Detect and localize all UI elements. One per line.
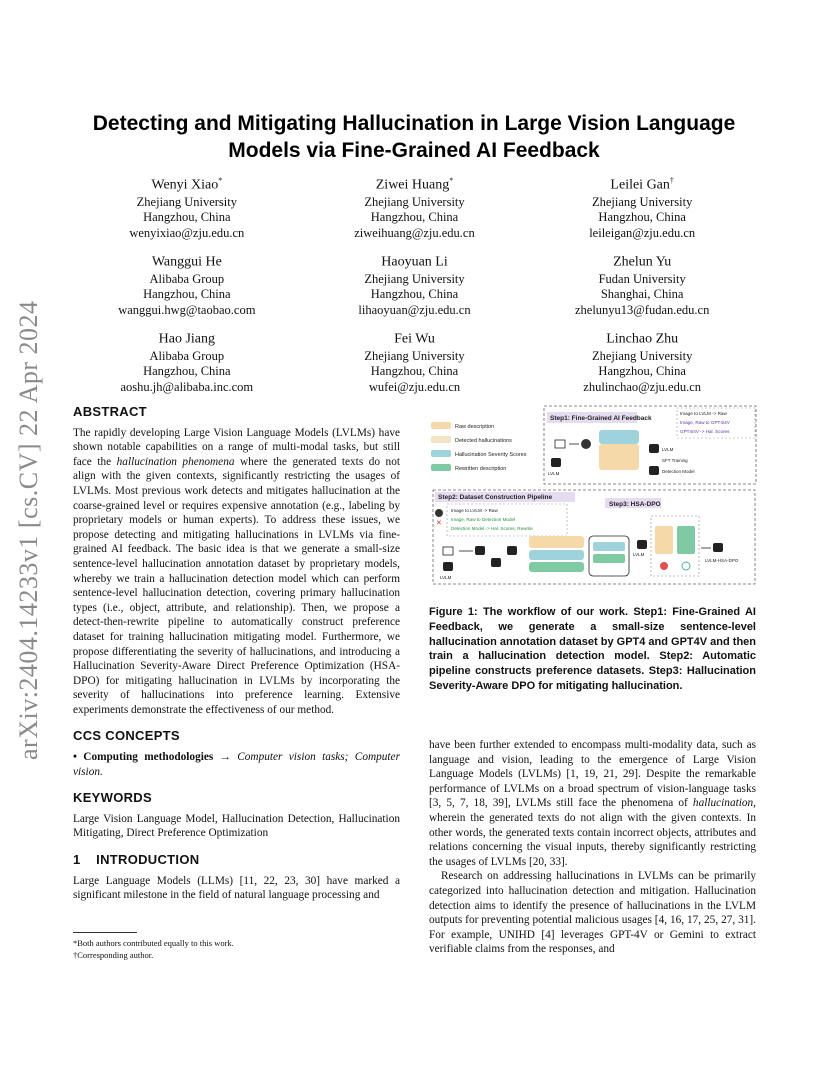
robot-icon-5 <box>637 540 647 549</box>
legend-swatch-detected <box>431 436 451 443</box>
hsa-label: LVLM-HSA-DPO <box>705 558 739 563</box>
author-email[interactable]: wenyixiao@zju.edu.cn <box>129 225 245 240</box>
author-email[interactable]: lihaoyuan@zju.edu.cn <box>358 302 471 317</box>
image-icon-2 <box>443 547 453 555</box>
intro-section <box>73 853 400 903</box>
author-name: Wanggui He <box>151 254 222 270</box>
step2-note-2: Image, Raw to Detection Model <box>451 517 516 522</box>
author-card <box>73 326 301 395</box>
workflow-figure <box>429 400 759 590</box>
step2-label: Step2: Dataset Construction Pipeline <box>438 494 553 501</box>
paper-title: Detecting and Mitigating Hallucination in Large Vision Language Models via Fine-Grained AI Feedback <box>92 112 736 162</box>
robot-icon-2 <box>649 444 659 453</box>
lvlm-label-4: LVLM <box>633 552 645 557</box>
left-column <box>73 405 400 915</box>
author-affiliation: Zhejiang University <box>592 194 693 209</box>
footnote-equal: *Both authors contributed equally to this work. <box>73 938 234 948</box>
legend-swatch-raw <box>431 422 451 429</box>
abstract-text: The rapidly developing Large Vision Language Models (LVLMs) have shown notable capabilities on a range of multi-modal tasks, but still face the hallucination phenomena where the generated texts do not align with the given contexts, significantly restricting the usages of LVLMs. Most previous work detects and mitigates hallucination at the coarse-grained level or requires expensive annotation (e.g., labeling by proprietary models or human experts). To address these issues, we propose detecting and mitigating hallucinations in LVLMs via fine-grained AI feedback. The basic idea is that we generate a small-size sentence-level hallucination annotation dataset by proprietary models, whereby we train a hallucination detection model which can perform sentence-level hallucination detection, covering primary hallucination types (i.e., object, attribute, and relationship). Then, we propose a detect-then-rewrite pipeline to automatically construct preference dataset for training hallucination mitigating model. Furthermore, we propose differentiating the severity of hallucinations, and introducing a Hallucination Severity-Aware Direct Preference Optimization (HSA-DPO) for mitigating hallucination in LVLMs by incorporating the severity of hallucinations into preference learning. Extensive experiments demonstrate the effectiveness of our method. <box>73 426 400 716</box>
step1-note-3: GPT4/4V -> Hal. Scores <box>680 429 730 434</box>
lvlm-label-1: LVLM <box>548 471 560 476</box>
author-email[interactable]: zhelunyu13@fudan.edu.cn <box>574 302 710 317</box>
lvlm-label-2: LVLM <box>662 447 674 452</box>
author-city: Hangzhou, China <box>370 210 459 225</box>
author-affiliation: Zhejiang University <box>364 194 465 209</box>
author-affiliation: Alibaba Group <box>149 271 225 286</box>
figure-caption: Figure 1: The workflow of our work. Step1: Fine-Grained AI Feedback, we generate a small-size sentence-level hallucination annotation dataset by GPT4 and GPT4V and then train a hallucination detection model. Step2: Automatic pipeline constructs preference datasets. Step3: Hallucination Severity-Aware DPO for mitigating hallucination. <box>429 606 756 692</box>
author-name: Linchao Zhu <box>606 331 679 347</box>
robot-icon-6 <box>713 543 723 552</box>
right-column <box>429 738 756 957</box>
step1-label: Step1: Fine-Grained AI Feedback <box>550 415 652 422</box>
author-card <box>528 249 756 318</box>
author-affiliation: Zhejiang University <box>364 271 465 286</box>
intro-paragraph-1: Large Language Models (LLMs) [11, 22, 23, 30] have marked a significant milestone in the field of natural language processing and <box>73 874 400 902</box>
author-name: Leilei Gan† <box>610 176 674 193</box>
author-card <box>73 249 301 318</box>
image-icon <box>555 440 565 448</box>
ccs-text: • Computing methodologies → Computer vision tasks; Computer vision. <box>73 751 400 778</box>
gpt-icon-2 <box>435 509 443 517</box>
author-card <box>528 326 756 395</box>
ccs-section <box>73 729 400 779</box>
author-affiliation: Zhejiang University <box>592 348 693 363</box>
legend-detected: Detected hallucinations <box>455 438 512 444</box>
footnotes <box>73 932 400 961</box>
legend-rewritten: Rewritten description <box>455 466 507 472</box>
author-affiliation: Fudan University <box>598 271 686 286</box>
abstract-section <box>73 405 400 717</box>
arxiv-stamp: arXiv:2404.14233v1 [cs.CV] 22 Apr 2024 <box>14 300 43 760</box>
author-affiliation: Zhejiang University <box>136 194 237 209</box>
author-email[interactable]: zhulinchao@zju.edu.cn <box>583 379 702 394</box>
footnote-corresponding: †Corresponding author. <box>73 950 154 960</box>
author-email[interactable]: wanggui.hwg@taobao.com <box>118 302 256 317</box>
author-card <box>73 172 301 241</box>
author-name: Zhelun Yu <box>613 254 672 270</box>
author-email[interactable]: aoshu.jh@alibaba.inc.com <box>120 379 254 394</box>
step2-note-3: Detection Model -> Hal. Scores, Rewrite <box>451 526 533 531</box>
author-card <box>528 172 756 241</box>
author-name: Ziwei Huang* <box>375 176 454 193</box>
step3-label: Step3: HSA-DPO <box>609 501 661 508</box>
robot-icon-3 <box>649 466 659 475</box>
robot-icon-4 <box>443 562 453 571</box>
step1-note-1: Image to LVLM -> Raw <box>680 411 727 416</box>
reject-icon <box>660 562 668 570</box>
intro-paragraph-2: have been further extended to encompass multi-modality data, such as language and vision, leading to the emergence of Large Vision Language Models (LVLMs) [1, 19, 21, 29]. Despite the remarkable performance of LVLMs on a broad spectrum of vision-language tasks [3, 5, 7, 18, 39], LVLMs still face the phenomena of hallucination, wherein the generated texts do not align with the given contexts. In other words, the generated texts contain incorrect objects, attributes and relations concerning the visual inputs, thereby significantly restricting the usages of LVLMs [20, 33]. <box>429 739 756 868</box>
author-city: Hangzhou, China <box>143 210 231 225</box>
lvlm-label-3: LVLM <box>440 575 452 580</box>
author-city: Shanghai, China <box>600 287 684 302</box>
legend-scores: Hallucination Severity Scores <box>455 452 527 458</box>
author-name: Fei Wu <box>394 331 435 347</box>
intro-paragraph-3: Research on addressing hallucinations in LVLMs can be primarily categorized into hallucination detection and mitigation. Hallucination detection aims to identify the presence of hallucinations in the LVLM outputs for preventing potential malicious usages [4, 16, 17, 25, 27, 31]. For example, UNIHD [4] leverages GPT-4V or Gemini to extract verifiable claims from the responses, and <box>429 870 756 956</box>
legend-raw: Raw description <box>455 424 495 430</box>
keywords-section <box>73 791 400 841</box>
author-city: Hangzhou, China <box>370 364 459 379</box>
author-card <box>301 249 529 318</box>
ccs-heading: CCS CONCEPTS <box>73 728 180 744</box>
author-email[interactable]: leileigan@zju.edu.cn <box>589 225 696 240</box>
author-card <box>301 172 529 241</box>
abstract-heading: ABSTRACT <box>73 404 147 419</box>
author-name: Hao Jiang <box>158 331 216 347</box>
gpt-icon <box>581 439 591 449</box>
keywords-text: Large Vision Language Model, Hallucination Detection, Hallucination Mitigating, Direct Preference Optimization <box>73 812 400 840</box>
step1-note-2: Image, Raw to GPT4/4V <box>680 420 730 425</box>
author-affiliation: Alibaba Group <box>149 348 225 363</box>
cross-icon: ✕ <box>436 520 442 527</box>
figure-legend <box>431 422 527 472</box>
author-name: Haoyuan Li <box>381 254 448 270</box>
footnote-rule <box>73 932 137 933</box>
author-affiliation: Zhejiang University <box>364 348 465 363</box>
keywords-heading: KEYWORDS <box>73 790 152 806</box>
author-city: Hangzhou, China <box>143 364 231 379</box>
author-name: Wenyi Xiao* <box>151 176 223 193</box>
detect-label: Detection Model <box>662 469 695 474</box>
robot-icon <box>551 458 561 467</box>
author-block <box>73 172 756 395</box>
accept-icon <box>682 562 690 570</box>
legend-swatch-scores <box>431 450 451 457</box>
sft-label: SFT Training <box>662 458 688 463</box>
author-city: Hangzhou, China <box>143 287 231 302</box>
author-card <box>301 326 529 395</box>
author-city: Hangzhou, China <box>598 364 686 379</box>
intro-heading: 1 INTRODUCTION <box>73 852 200 868</box>
author-email[interactable]: ziweihuang@zju.edu.cn <box>354 225 475 240</box>
author-email[interactable]: wufei@zju.edu.cn <box>368 379 461 394</box>
legend-swatch-rewritten <box>431 464 451 471</box>
step2-note-1: Image to LVLM -> Raw <box>451 508 498 513</box>
raw-block <box>599 444 639 470</box>
author-city: Hangzhou, China <box>598 210 686 225</box>
scores-block <box>599 430 639 444</box>
author-city: Hangzhou, China <box>370 287 459 302</box>
